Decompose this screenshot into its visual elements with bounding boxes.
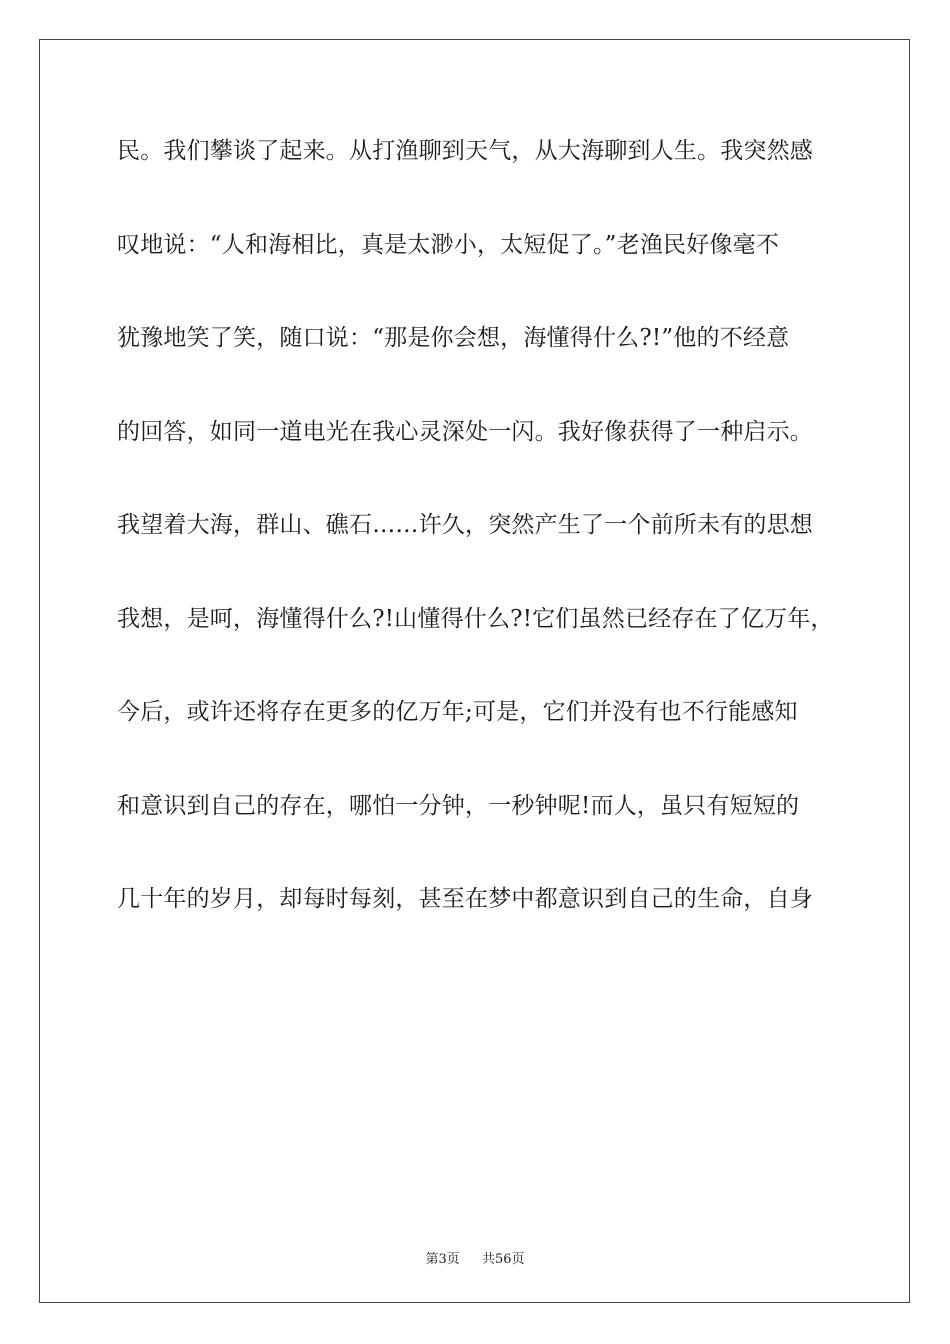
body-line-8: 和意识到自己的存在，哪怕一分钟，一秒钟呢!而人，虽只有短短的 (117, 792, 800, 819)
body-line-3: 犹豫地笑了笑，随口说：“那是你会想，海懂得什么?!”他的不经意 (117, 325, 790, 351)
body-line-1: 民。我们攀谈了起来。从打渔聊到天气，从大海聊到人生。我突然感 (117, 138, 813, 164)
body-line-7: 今后，或许还将存在更多的亿万年;可是，它们并没有也不行能感知 (117, 699, 798, 725)
total-page-count: 共56页 (482, 1252, 525, 1267)
body-text (117, 128, 837, 970)
body-line-2: 叹地说：“人和海相比，真是太渺小，太短促了。”老渔民好像毫不 (117, 231, 780, 258)
body-line-5: 我望着大海，群山、礁石……许久，突然产生了一个前所未有的思想 (117, 512, 813, 538)
page-footer (0, 1248, 950, 1267)
current-page-number: 第3页 (425, 1252, 460, 1267)
body-line-6: 我想，是呵，海懂得什么?!山懂得什么?!它们虽然已经存在了亿万年， (117, 605, 834, 632)
body-line-4: 的回答，如同一道电光在我心灵深处一闪。我好像获得了一种启示。 (117, 418, 813, 445)
body-line-9: 几十年的岁月，却每时每刻，甚至在梦中都意识到自己的生命，自身 (117, 886, 813, 912)
